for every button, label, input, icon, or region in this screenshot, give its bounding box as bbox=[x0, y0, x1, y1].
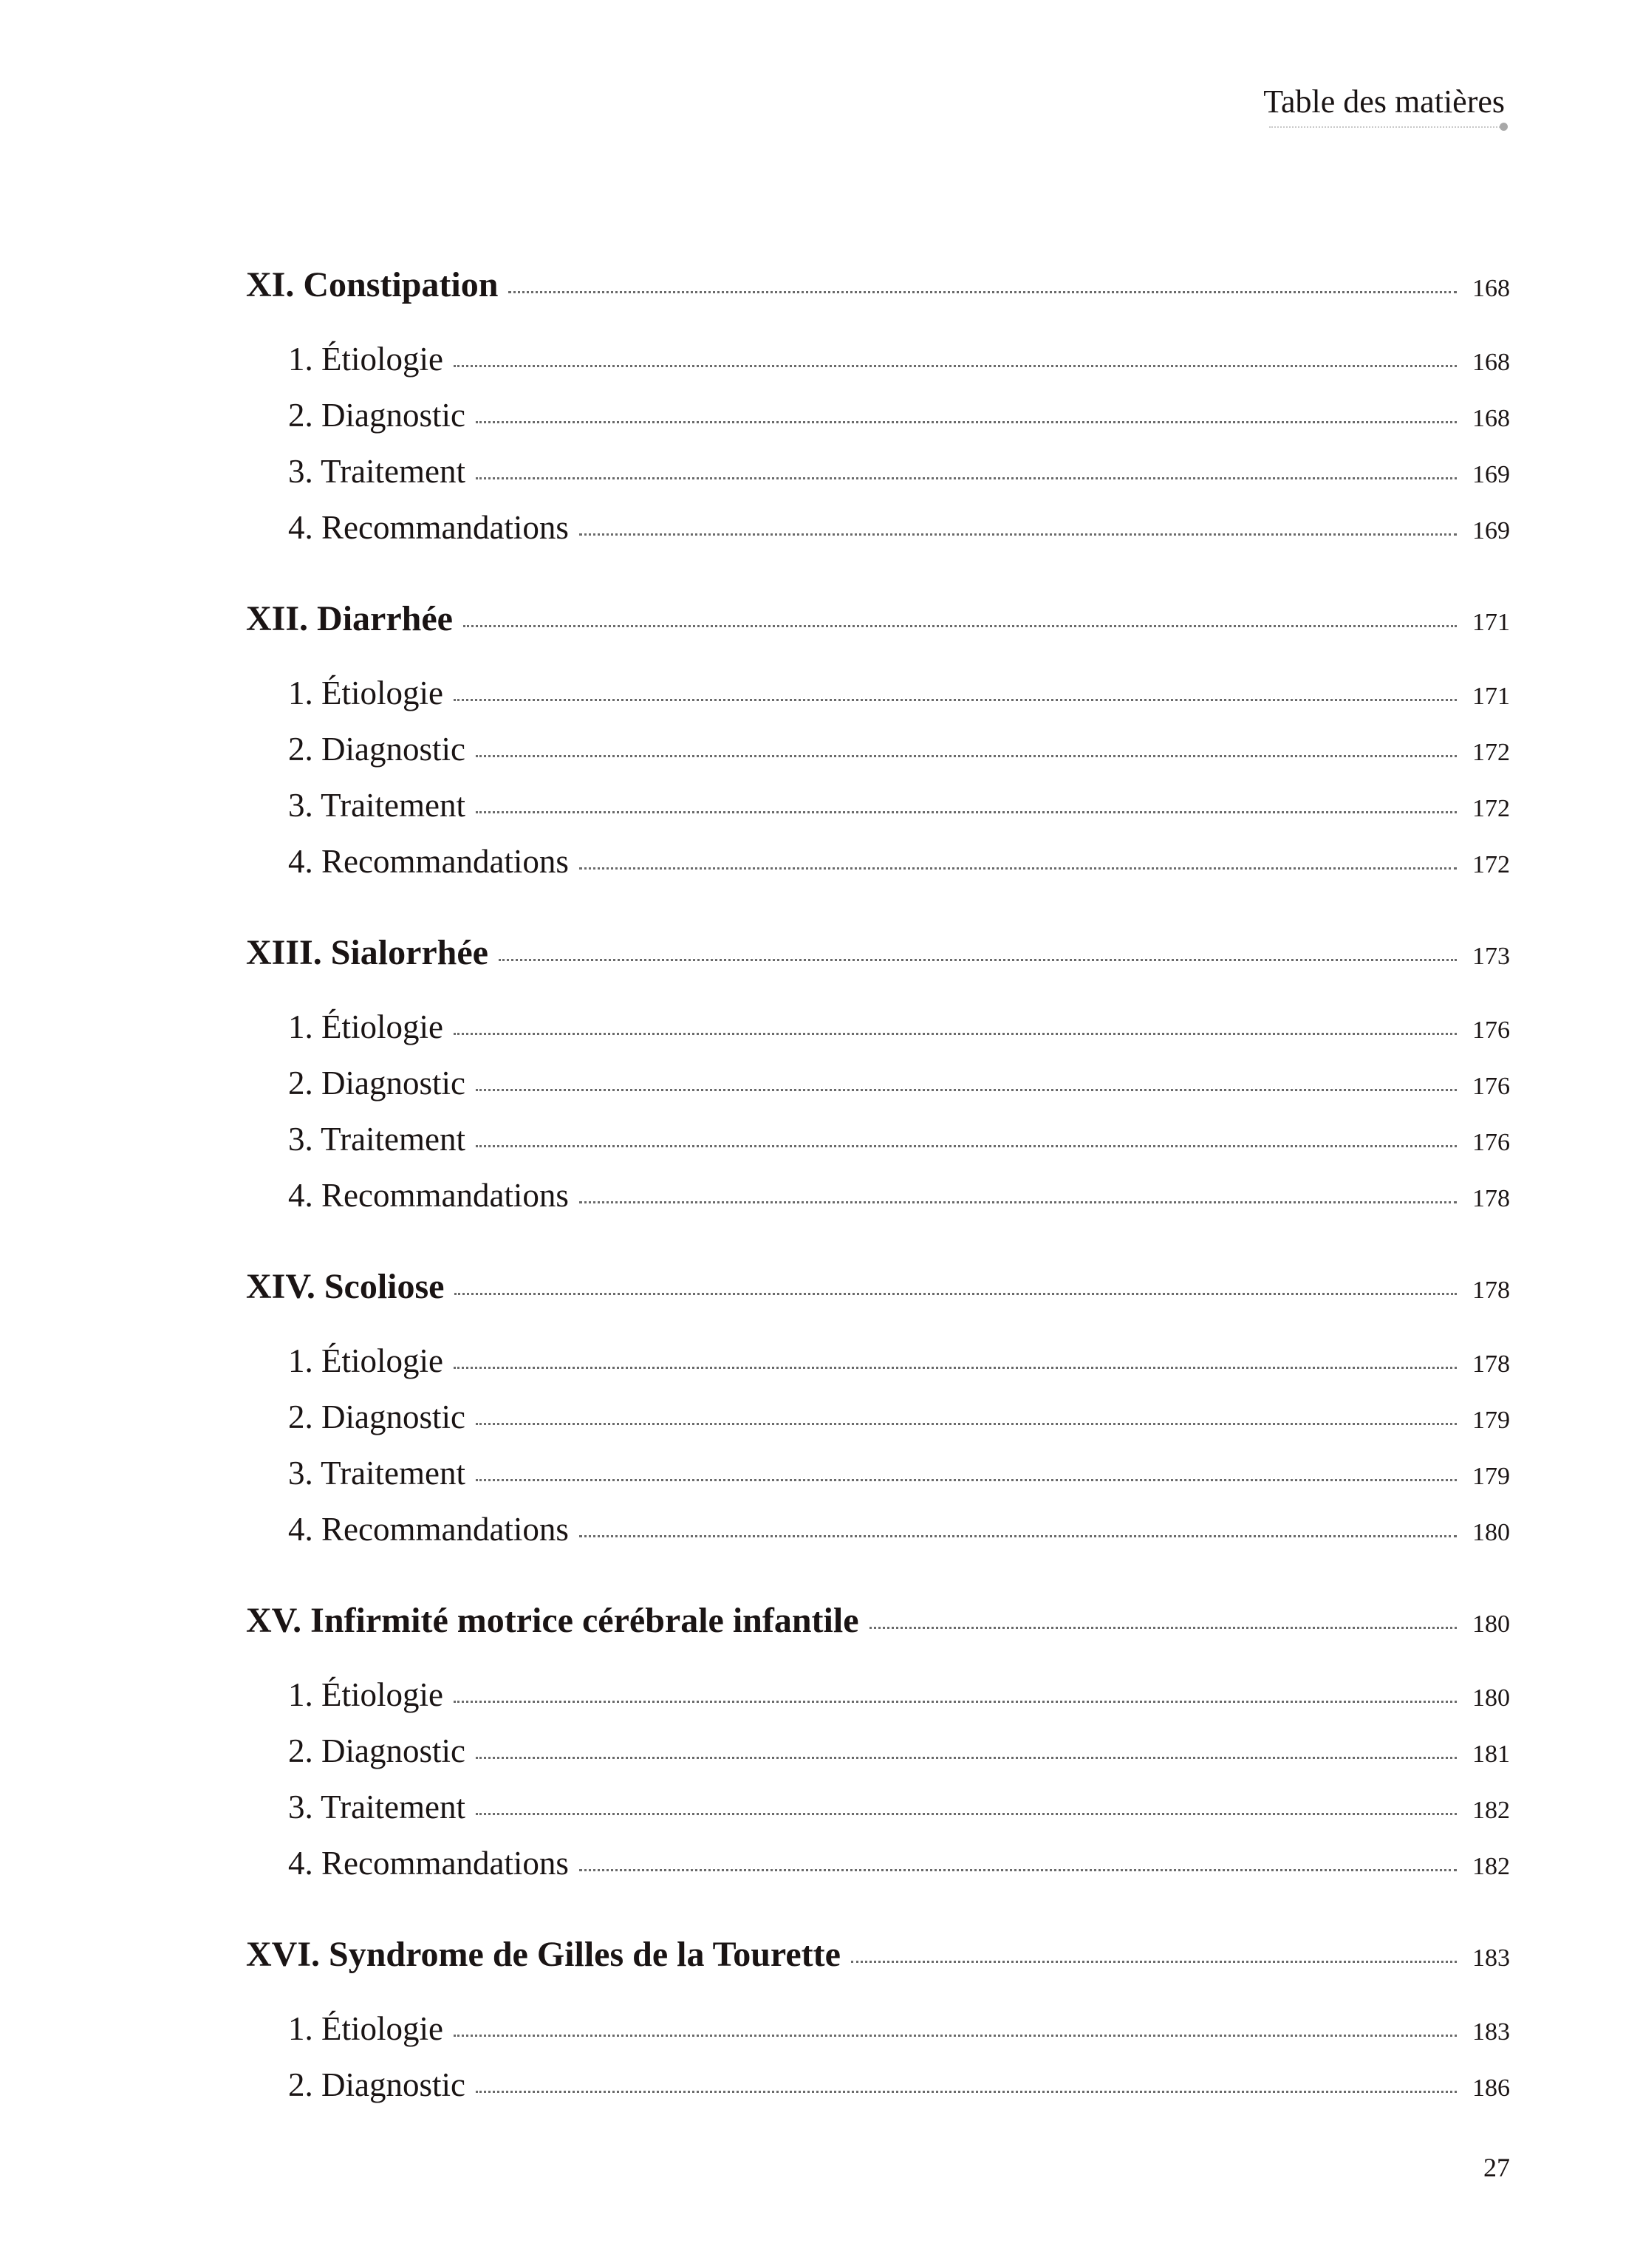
toc-entry-label: 1. Étiologie bbox=[288, 1342, 443, 1379]
toc-entry-page: 182 bbox=[1472, 1797, 1510, 1824]
toc-subsection-entry[interactable] bbox=[246, 1835, 1510, 1891]
toc-entry-page: 178 bbox=[1472, 1277, 1510, 1304]
dot-leader bbox=[476, 1813, 1457, 1815]
toc-subsection-entry[interactable] bbox=[246, 999, 1510, 1055]
dot-leader bbox=[579, 1535, 1457, 1537]
toc-subsection-entry[interactable] bbox=[246, 2001, 1510, 2057]
toc-section bbox=[246, 1259, 1510, 1557]
toc-entry-page: 176 bbox=[1472, 1129, 1510, 1156]
dot-leader bbox=[579, 533, 1457, 536]
toc-entry-label: 3. Traitement bbox=[288, 1789, 466, 1825]
toc-subsection-entry[interactable] bbox=[246, 443, 1510, 499]
dot-leader bbox=[476, 421, 1457, 423]
toc-chapter-entry[interactable] bbox=[246, 1593, 1510, 1649]
toc-entry-page: 180 bbox=[1472, 1611, 1510, 1638]
toc-section bbox=[246, 591, 1510, 889]
toc-subsection-entry[interactable] bbox=[246, 331, 1510, 387]
toc-entry-label: 1. Étiologie bbox=[288, 1008, 443, 1045]
header-dot-ornament bbox=[1500, 123, 1508, 131]
toc-entry-page: 169 bbox=[1472, 517, 1510, 544]
header-rule bbox=[1269, 126, 1503, 128]
table-of-contents bbox=[246, 257, 1510, 2148]
toc-entry-page: 182 bbox=[1472, 1853, 1510, 1880]
toc-entry-page: 181 bbox=[1472, 1741, 1510, 1768]
dot-leader bbox=[476, 1145, 1457, 1147]
toc-entry-page: 183 bbox=[1472, 2018, 1510, 2046]
toc-entry-page: 186 bbox=[1472, 2074, 1510, 2102]
toc-chapter-entry[interactable] bbox=[246, 1259, 1510, 1315]
toc-chapter-entry[interactable] bbox=[246, 257, 1510, 313]
toc-subsection-entry[interactable] bbox=[246, 665, 1510, 721]
toc-chapter-entry[interactable] bbox=[246, 1927, 1510, 1983]
toc-entry-label: 3. Traitement bbox=[288, 1455, 466, 1492]
toc-entry-page: 172 bbox=[1472, 851, 1510, 878]
toc-section bbox=[246, 1927, 1510, 2113]
toc-entry-label: 2. Diagnostic bbox=[288, 731, 465, 768]
toc-subsection-entry[interactable] bbox=[246, 1445, 1510, 1501]
toc-entry-label: 1. Étiologie bbox=[288, 1676, 443, 1713]
toc-subsection-entry[interactable] bbox=[246, 1389, 1510, 1445]
toc-entry-label: XI. Constipation bbox=[246, 265, 499, 304]
toc-entry-page: 168 bbox=[1472, 275, 1510, 302]
running-header-title: Table des matières bbox=[1263, 83, 1505, 120]
dot-leader bbox=[476, 1089, 1457, 1091]
toc-entry-label: 2. Diagnostic bbox=[288, 1732, 465, 1769]
toc-entry-page: 171 bbox=[1472, 683, 1510, 710]
toc-subsection-entry[interactable] bbox=[246, 1667, 1510, 1723]
toc-entry-label: XIII. Sialorrhée bbox=[246, 933, 488, 972]
toc-entry-label: 4. Recommandations bbox=[288, 509, 569, 546]
toc-subsection-entry[interactable] bbox=[246, 1055, 1510, 1111]
dot-leader bbox=[499, 959, 1457, 961]
toc-entry-label: 4. Recommandations bbox=[288, 1845, 569, 1882]
page-number: 27 bbox=[1483, 2153, 1510, 2182]
toc-entry-label: 2. Diagnostic bbox=[288, 397, 465, 434]
toc-entry-label: 4. Recommandations bbox=[288, 843, 569, 880]
dot-leader bbox=[454, 2035, 1457, 2037]
dot-leader bbox=[463, 625, 1457, 627]
dot-leader bbox=[454, 365, 1457, 367]
toc-entry-page: 178 bbox=[1472, 1350, 1510, 1378]
toc-entry-page: 172 bbox=[1472, 739, 1510, 766]
toc-entry-page: 173 bbox=[1472, 943, 1510, 970]
toc-entry-label: 4. Recommandations bbox=[288, 1511, 569, 1548]
toc-entry-page: 178 bbox=[1472, 1185, 1510, 1212]
toc-chapter-entry[interactable] bbox=[246, 925, 1510, 981]
toc-entry-label: 3. Traitement bbox=[288, 453, 466, 490]
toc-subsection-entry[interactable] bbox=[246, 1167, 1510, 1223]
dot-leader bbox=[476, 755, 1457, 757]
toc-entry-label: XVI. Syndrome de Gilles de la Tourette bbox=[246, 1935, 841, 1974]
toc-entry-page: 179 bbox=[1472, 1407, 1510, 1434]
toc-entry-page: 180 bbox=[1472, 1519, 1510, 1546]
toc-entry-page: 179 bbox=[1472, 1463, 1510, 1490]
dot-leader bbox=[476, 477, 1457, 479]
toc-entry-label: XV. Infirmité motrice cérébrale infantile bbox=[246, 1601, 859, 1640]
dot-leader bbox=[476, 1423, 1457, 1425]
dot-leader bbox=[454, 1701, 1457, 1703]
toc-subsection-entry[interactable] bbox=[246, 1333, 1510, 1389]
toc-subsection-entry[interactable] bbox=[246, 721, 1510, 777]
dot-leader bbox=[579, 867, 1457, 870]
toc-entry-label: 4. Recommandations bbox=[288, 1177, 569, 1214]
toc-entry-page: 176 bbox=[1472, 1073, 1510, 1100]
toc-entry-label: 1. Étiologie bbox=[288, 674, 443, 711]
dot-leader bbox=[454, 1033, 1457, 1035]
toc-entry-page: 169 bbox=[1472, 461, 1510, 488]
toc-entry-page: 172 bbox=[1472, 795, 1510, 822]
dot-leader bbox=[476, 1757, 1457, 1759]
dot-leader bbox=[851, 1961, 1457, 1963]
toc-entry-label: 3. Traitement bbox=[288, 787, 466, 824]
toc-section bbox=[246, 925, 1510, 1223]
toc-subsection-entry[interactable] bbox=[246, 1779, 1510, 1835]
toc-entry-page: 168 bbox=[1472, 405, 1510, 432]
toc-chapter-entry[interactable] bbox=[246, 591, 1510, 647]
toc-subsection-entry[interactable] bbox=[246, 2057, 1510, 2113]
toc-entry-label: 2. Diagnostic bbox=[288, 2066, 465, 2103]
toc-entry-label: 3. Traitement bbox=[288, 1121, 466, 1158]
toc-entry-label: XII. Diarrhée bbox=[246, 599, 453, 638]
dot-leader bbox=[454, 1367, 1457, 1369]
toc-subsection-entry[interactable] bbox=[246, 777, 1510, 833]
dot-leader bbox=[476, 2091, 1457, 2093]
toc-subsection-entry[interactable] bbox=[246, 1111, 1510, 1167]
dot-leader bbox=[579, 1201, 1457, 1203]
toc-entry-page: 183 bbox=[1472, 1944, 1510, 1972]
toc-section bbox=[246, 1593, 1510, 1891]
toc-entry-label: 1. Étiologie bbox=[288, 2010, 443, 2047]
dot-leader bbox=[579, 1869, 1457, 1871]
toc-subsection-entry[interactable] bbox=[246, 387, 1510, 443]
toc-entry-page: 168 bbox=[1472, 349, 1510, 376]
toc-subsection-entry[interactable] bbox=[246, 1501, 1510, 1557]
toc-entry-label: 2. Diagnostic bbox=[288, 1065, 465, 1101]
toc-subsection-entry[interactable] bbox=[246, 1723, 1510, 1779]
dot-leader bbox=[476, 1479, 1457, 1481]
toc-entry-page: 171 bbox=[1472, 609, 1510, 636]
toc-subsection-entry[interactable] bbox=[246, 499, 1510, 556]
dot-leader bbox=[454, 1293, 1457, 1295]
dot-leader bbox=[508, 291, 1457, 293]
toc-entry-label: 1. Étiologie bbox=[288, 341, 443, 378]
dot-leader bbox=[476, 811, 1457, 813]
toc-entry-label: XIV. Scoliose bbox=[246, 1267, 445, 1306]
toc-section bbox=[246, 257, 1510, 556]
toc-entry-page: 176 bbox=[1472, 1017, 1510, 1044]
toc-subsection-entry[interactable] bbox=[246, 833, 1510, 889]
dot-leader bbox=[869, 1627, 1458, 1629]
dot-leader bbox=[454, 699, 1457, 701]
toc-entry-label: 2. Diagnostic bbox=[288, 1398, 465, 1435]
toc-entry-page: 180 bbox=[1472, 1684, 1510, 1712]
